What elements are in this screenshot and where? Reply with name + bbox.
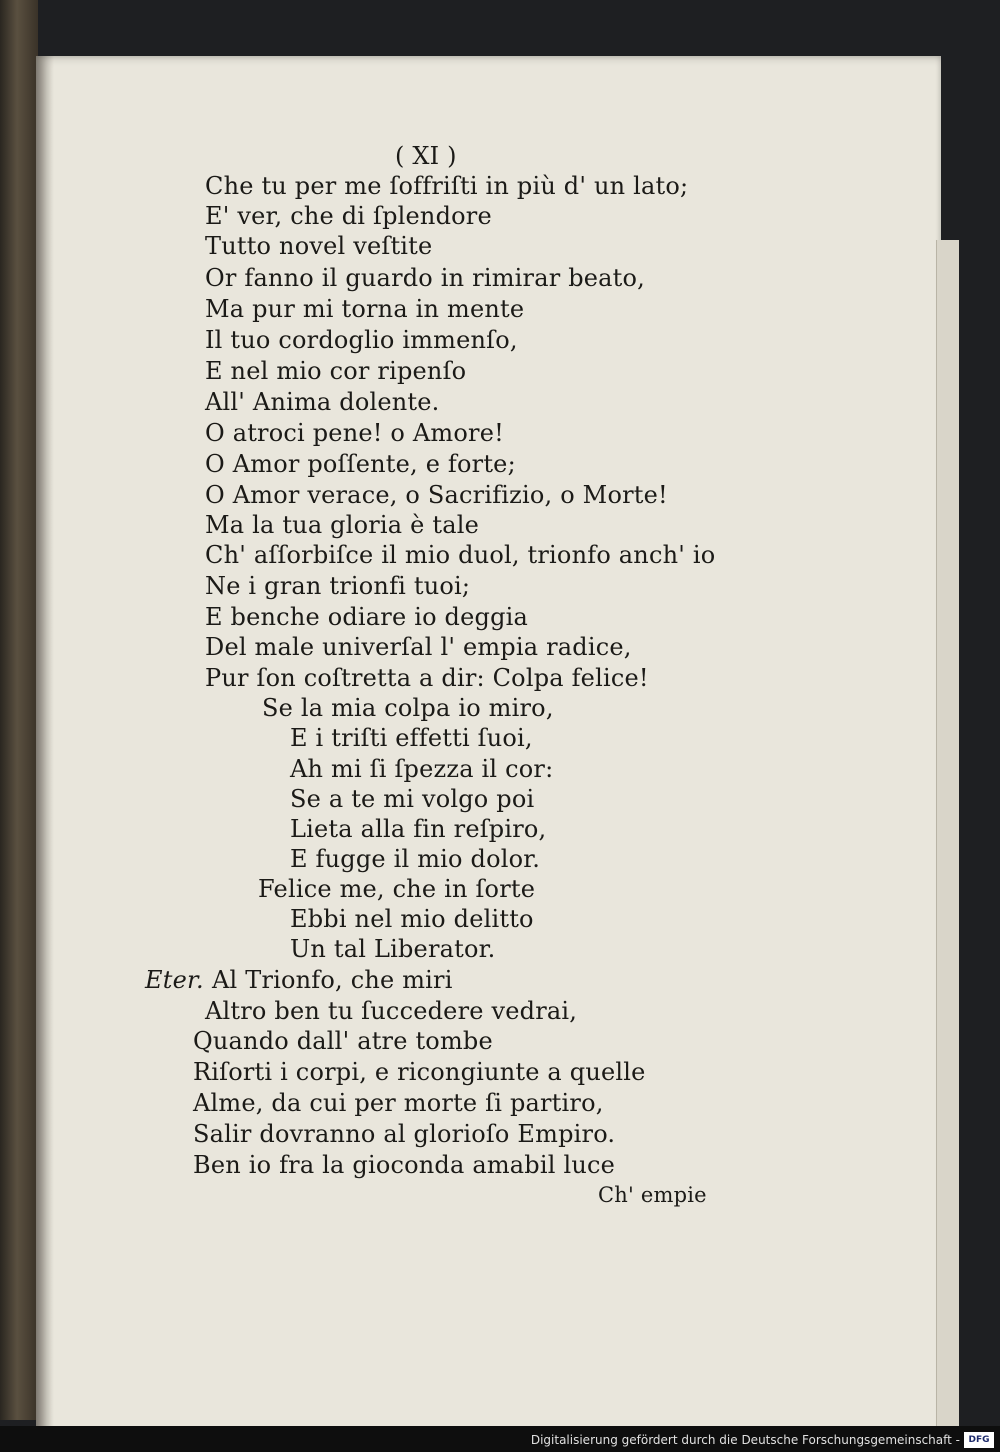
footer-credit: Digitalisierung gefördert durch die Deutsche Forschungsgemeinschaft - [530, 1433, 960, 1447]
aria-line: Lieta alla fin reſpiro, [290, 815, 547, 843]
verse-line: Ne i gran trionfi tuoi; [205, 572, 471, 600]
verse-line: All' Anima dolente. [205, 388, 440, 416]
verse-line: Altro ben tu ſuccedere vedrai, [205, 997, 578, 1025]
verse-line: Ma la tua gloria è tale [205, 511, 480, 539]
aria-line: Se a te mi volgo poi [290, 785, 535, 813]
verse-line: E benche odiare io deggia [205, 603, 529, 631]
verse-line: Ma pur mi torna in mente [205, 295, 525, 323]
verse-line: Del male univerſal l' empia radice, [205, 633, 632, 661]
dfg-logo-icon: DFG [964, 1432, 994, 1448]
verse-line: Il tuo cordoglio immenſo, [205, 326, 518, 354]
verse-line: Ben io fra la gioconda amabil luce [193, 1151, 616, 1179]
aria-line: Ebbi nel mio delitto [290, 905, 534, 933]
verse-line: Salir dovranno al glorioſo Empiro. [193, 1120, 616, 1148]
verse-line: Or fanno il guardo in rimirar beato, [205, 264, 646, 292]
verse-line: E nel mio cor ripenſo [205, 357, 467, 385]
verse-line: Quando dall' atre tombe [193, 1027, 493, 1055]
page-number: ( XI ) [395, 142, 457, 170]
verse-line: O atroci pene! o Amore! [205, 419, 504, 447]
aria-line: Se la mia colpa io miro, [262, 694, 554, 722]
footer-bar [0, 1426, 1000, 1452]
speaker-label: Eter. [145, 966, 204, 994]
verse-line: Riſorti i corpi, e ricongiunte a quelle [193, 1058, 646, 1086]
verse-line: E' ver, che di ſplendore [205, 202, 492, 230]
left-page-edge [0, 0, 38, 1420]
verse-line: Pur ſon coſtretta a dir: Colpa felice! [205, 664, 649, 692]
verse-line: Al Trionfo, che miri [212, 966, 453, 994]
verse-line: Ch' aſſorbiſce il mio duol, trionfo anch' io [205, 541, 716, 569]
aria-line: Ah mi ſi ſpezza il cor: [290, 755, 554, 783]
catchword: Ch' empie [598, 1183, 707, 1207]
aria-line: E i triſti effetti ſuoi, [290, 724, 533, 752]
verse-line: Tutto novel veſtite [205, 232, 433, 260]
verse-line: O Amor poſſente, e forte; [205, 450, 516, 478]
verse-line: O Amor verace, o Sacrifizio, o Morte! [205, 481, 668, 509]
gutter-shadow [36, 56, 54, 1441]
verse-line: Che tu per me ſoffriſti in più d' un lato; [205, 172, 689, 200]
aria-line: Felice me, che in ſorte [258, 875, 536, 903]
aria-line: Un tal Liberator. [290, 935, 496, 963]
aria-line: E fugge il mio dolor. [290, 845, 541, 873]
page-fold [936, 240, 959, 1440]
verse-line: Alme, da cui per morte ſi partiro, [193, 1089, 604, 1117]
